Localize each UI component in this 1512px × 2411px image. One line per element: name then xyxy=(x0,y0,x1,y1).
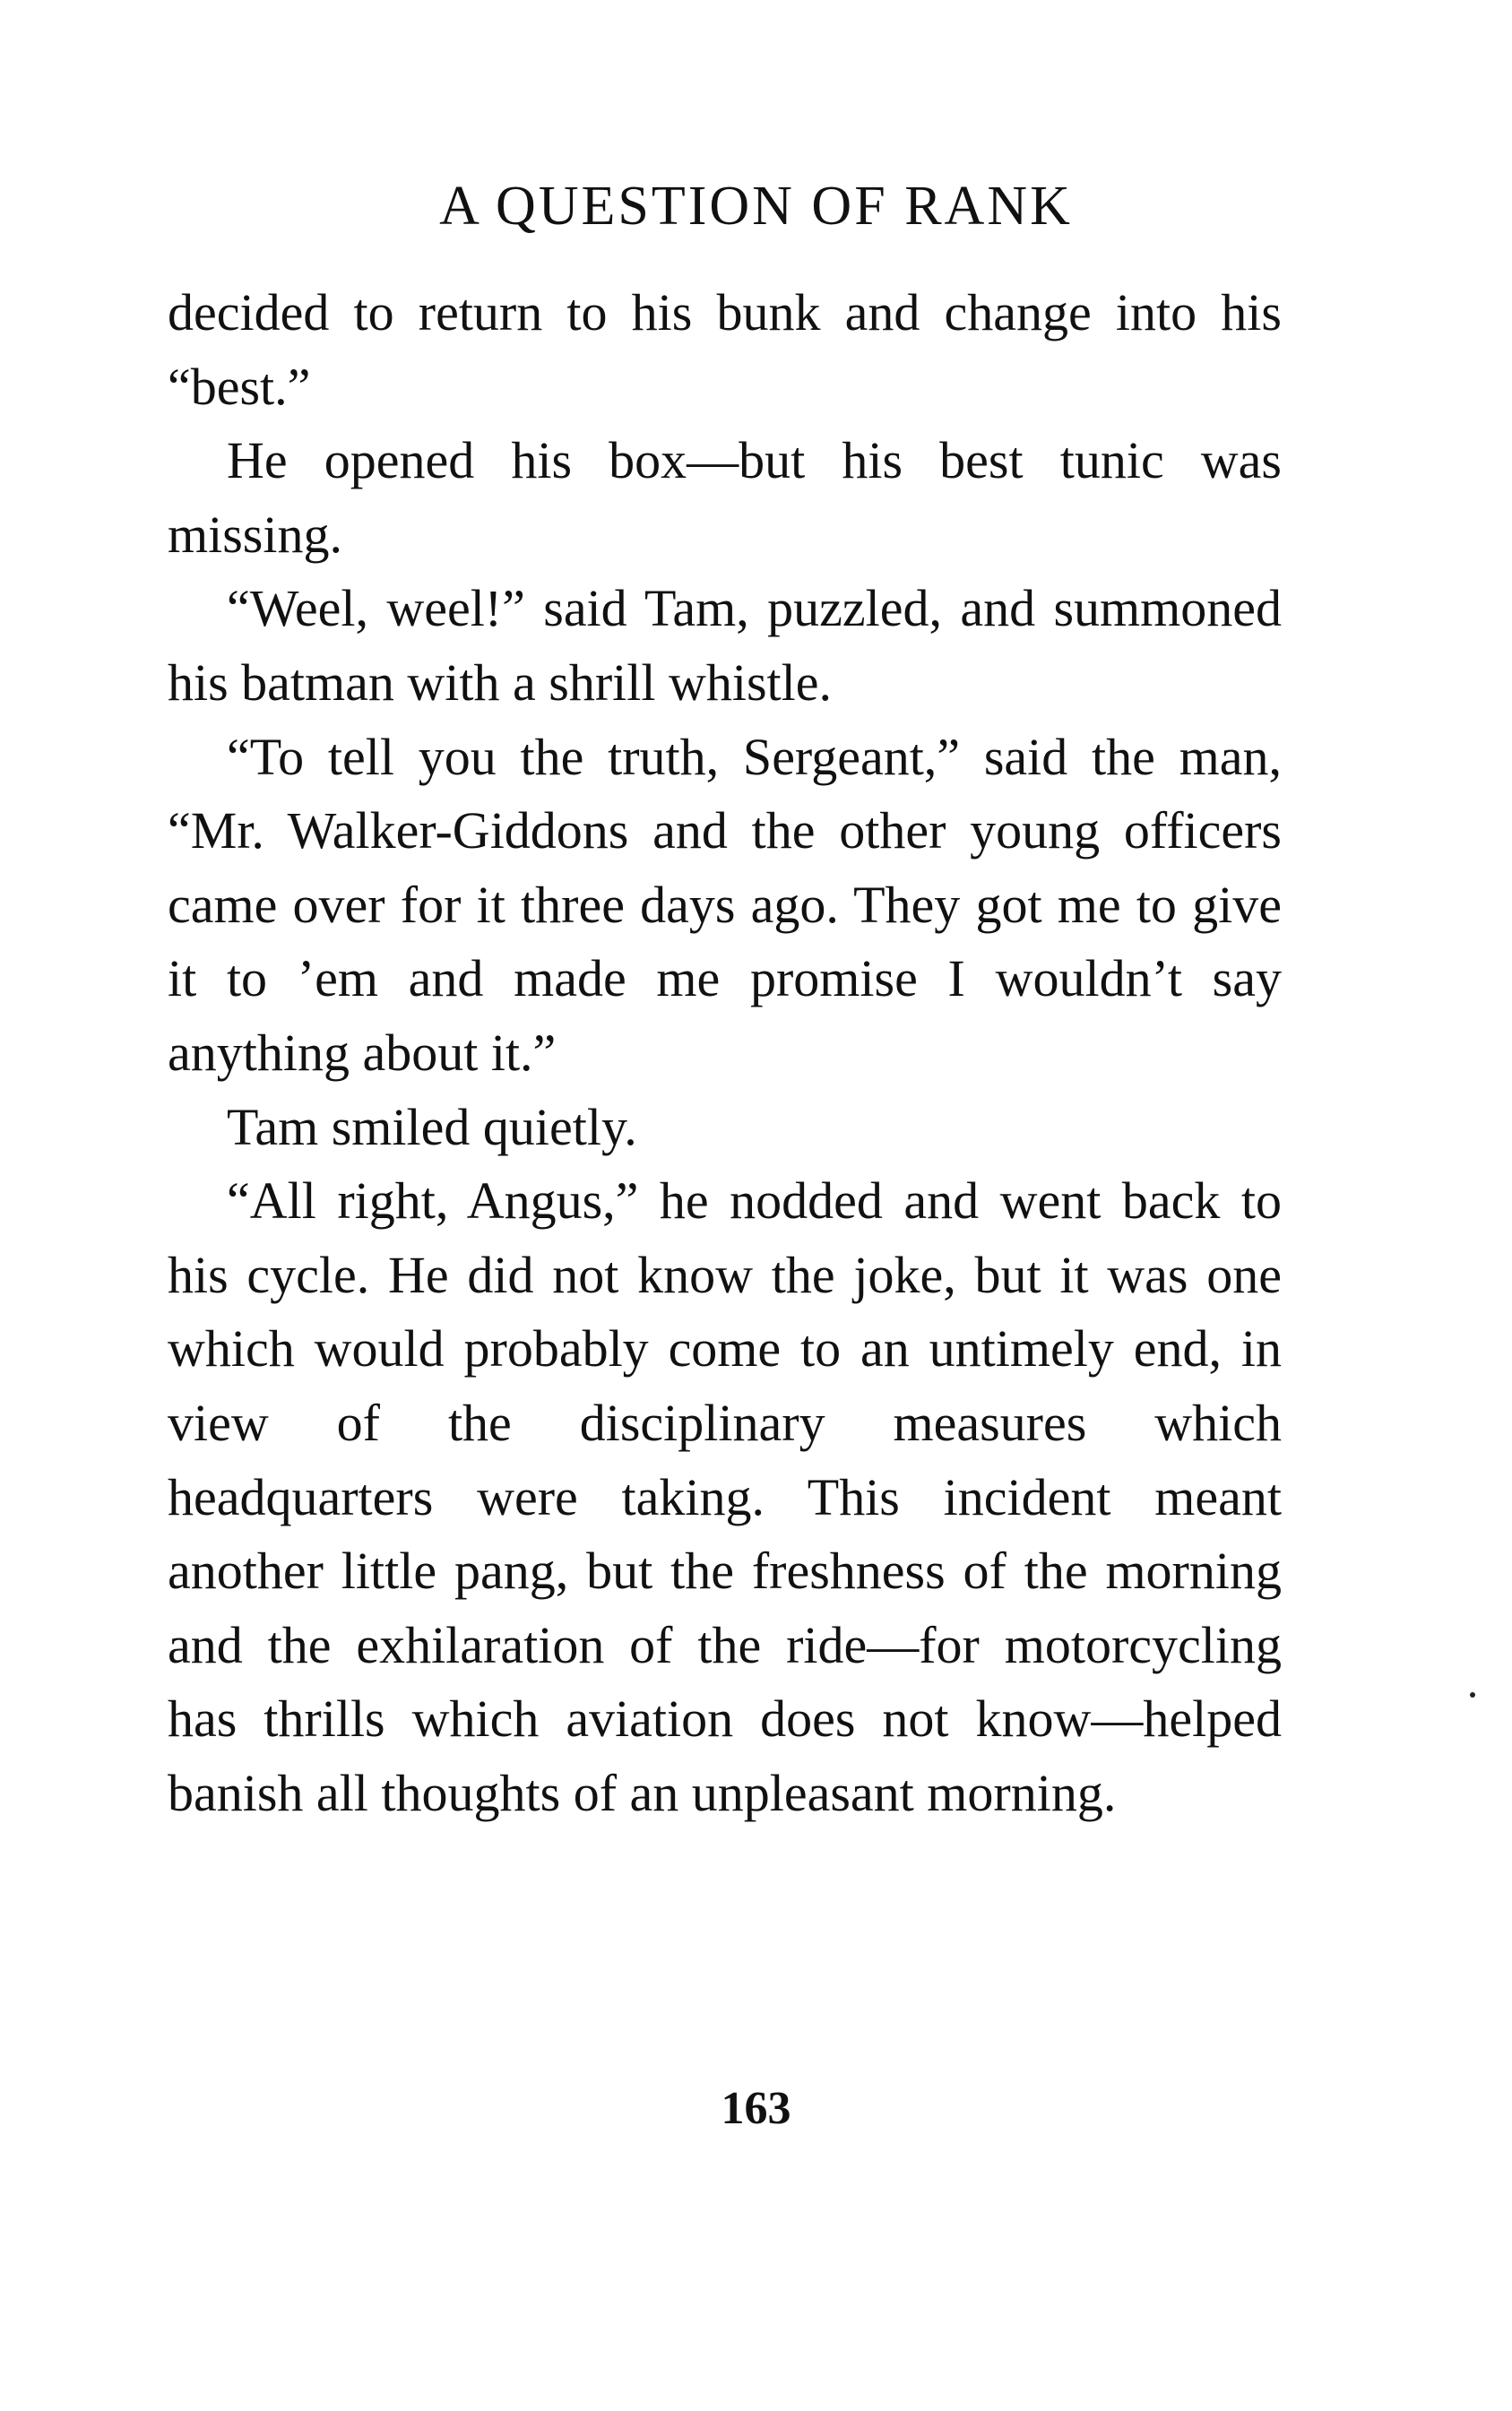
paragraph: “Weel, weel!” said Tam, puzzled, and summoned his batman with a shrill whistle. xyxy=(168,579,1282,712)
page-number: 163 xyxy=(721,2083,791,2134)
paragraph: decided to return to his bunk and change into his “best.” xyxy=(168,283,1282,416)
running-head: A QUESTION OF RANK xyxy=(439,176,1073,237)
paragraph: Tam smiled quietly. xyxy=(227,1097,637,1156)
paragraph: He opened his box—but his best tunic was missing. xyxy=(168,431,1282,564)
body-text xyxy=(168,276,1282,1830)
paragraph: “All right, Angus,” he nodded and went back to his cycle. He did not know the joke, but it was one which would probably come to an untimely end, in view of the disciplinary measures which headquarters were taking. This incident meant another little pang, but the freshness of the morning and the exhilaration of the ride—for motorcycling has thrills which aviation does not know—helped banish all thoughts of an unpleasant morning. xyxy=(168,1171,1282,1822)
ink-speck xyxy=(1470,1692,1475,1698)
paragraph: “To tell you the truth, Sergeant,” said the man, “Mr. Walker-Giddons and the other young officers came over for it three days ago. They got me to give it to ’em and made me promise I wouldn’t say anything about it.” xyxy=(168,727,1282,1082)
